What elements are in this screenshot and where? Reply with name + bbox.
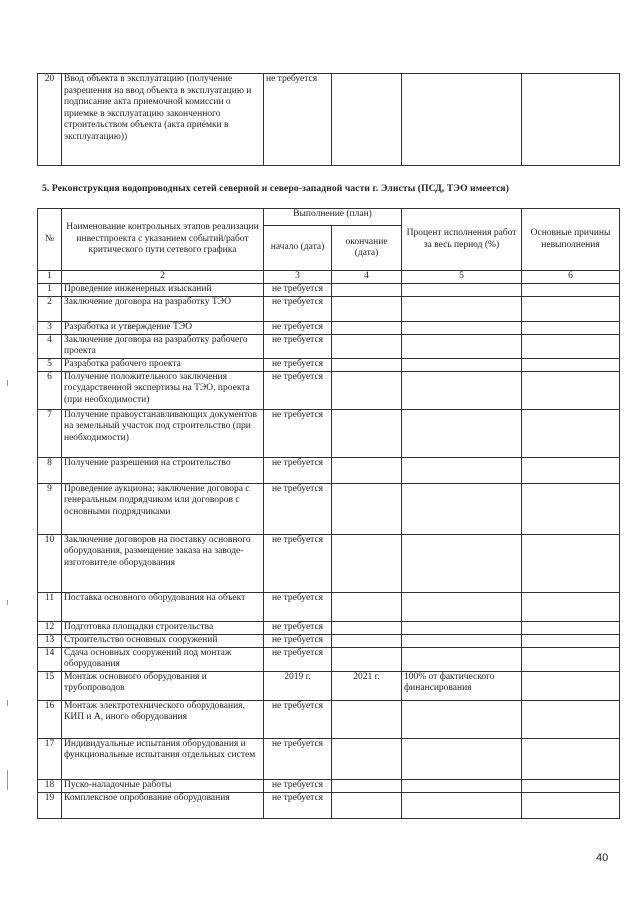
start-date: 2019 г. bbox=[264, 671, 332, 700]
end-date bbox=[332, 321, 402, 334]
margin-mark bbox=[7, 700, 8, 706]
stage-name: Получение правоустанавливающих документов на земельный участок под строительство (при необходимости) bbox=[62, 409, 264, 457]
header-percent: Процент исполнения работ за весь период (%) bbox=[402, 209, 522, 271]
reasons bbox=[522, 358, 620, 371]
table-row bbox=[38, 321, 620, 334]
start-date: не требуется bbox=[264, 321, 332, 334]
row-number: 8 bbox=[38, 457, 62, 483]
table-row bbox=[38, 700, 620, 738]
table-row bbox=[38, 483, 620, 534]
row-number: 12 bbox=[38, 621, 62, 634]
end-date bbox=[332, 792, 402, 818]
column-number-row bbox=[38, 271, 620, 284]
start-date: не требуется bbox=[264, 621, 332, 634]
end-date: 2021 г. bbox=[332, 671, 402, 700]
table-row bbox=[38, 634, 620, 647]
end-date bbox=[332, 592, 402, 621]
row-number: 18 bbox=[38, 779, 62, 792]
end-date bbox=[332, 700, 402, 738]
header-start: начало (дата) bbox=[264, 226, 332, 271]
stage-name: Монтаж основного оборудования и трубопроводов bbox=[62, 671, 264, 700]
reasons bbox=[522, 321, 620, 334]
reasons bbox=[522, 483, 620, 534]
percent bbox=[402, 592, 522, 621]
start-date: не требуется bbox=[264, 700, 332, 738]
reasons bbox=[522, 621, 620, 634]
start-date: не требуется bbox=[264, 409, 332, 457]
start-date: не требуется bbox=[264, 738, 332, 779]
end-date bbox=[332, 283, 402, 296]
row-number: 6 bbox=[38, 371, 62, 409]
stage-name: Получение положительного заключения государственной экспертизы на ТЭО, проекта (при необходимости) bbox=[62, 371, 264, 409]
end-date bbox=[332, 358, 402, 371]
percent bbox=[402, 634, 522, 647]
reasons bbox=[522, 534, 620, 592]
row-number: 16 bbox=[38, 700, 62, 738]
start-date: не требуется bbox=[264, 592, 332, 621]
row-number: 19 bbox=[38, 792, 62, 818]
end-date bbox=[332, 296, 402, 321]
percent bbox=[402, 483, 522, 534]
reasons bbox=[522, 592, 620, 621]
row-number: 20 bbox=[38, 74, 62, 166]
reasons bbox=[522, 371, 620, 409]
percent bbox=[402, 779, 522, 792]
reasons bbox=[522, 409, 620, 457]
percent bbox=[402, 700, 522, 738]
col-number: 3 bbox=[264, 271, 332, 284]
row-number: 1 bbox=[38, 283, 62, 296]
stage-name: Сдача основных сооружений под монтаж оборудования bbox=[62, 647, 264, 671]
reasons bbox=[522, 738, 620, 779]
header-execution: Выполнение (план) bbox=[264, 209, 402, 226]
end-date bbox=[332, 738, 402, 779]
row-number: 5 bbox=[38, 358, 62, 371]
stage-name: Строительство основных сооружений bbox=[62, 634, 264, 647]
header-end: окончание (дата) bbox=[332, 226, 402, 271]
start-date: не требуется bbox=[264, 792, 332, 818]
reasons bbox=[522, 634, 620, 647]
row-number: 9 bbox=[38, 483, 62, 534]
margin-mark bbox=[7, 600, 8, 605]
table-row bbox=[38, 779, 620, 792]
start-date: не требуется bbox=[264, 334, 332, 358]
end-date bbox=[332, 779, 402, 792]
table-row bbox=[38, 358, 620, 371]
reasons bbox=[522, 700, 620, 738]
row-number: 2 bbox=[38, 296, 62, 321]
row-number: 14 bbox=[38, 647, 62, 671]
end-date bbox=[332, 334, 402, 358]
control-stages-table bbox=[37, 208, 620, 819]
reasons bbox=[522, 779, 620, 792]
stage-name: Получение разрешения на строительство bbox=[62, 457, 264, 483]
row-number: 3 bbox=[38, 321, 62, 334]
header-row bbox=[38, 209, 620, 226]
reasons bbox=[522, 283, 620, 296]
percent bbox=[402, 334, 522, 358]
col-number: 2 bbox=[62, 271, 264, 284]
stage-name: Заключение договоров на поставку основного оборудования, размещение заказа на заводе-изготовителе оборудования bbox=[62, 534, 264, 592]
row-number: 7 bbox=[38, 409, 62, 457]
stage-name: Индивидуальные испытания оборудования и функциональные испытания отдельных систем bbox=[62, 738, 264, 779]
stage-name: Заключение договора на разработку ТЭО bbox=[62, 296, 264, 321]
stage-name: Монтаж электротехнического оборудования, КИП и А, иного оборудования bbox=[62, 700, 264, 738]
end-date bbox=[332, 534, 402, 592]
start-date: не требуется bbox=[264, 283, 332, 296]
table-row bbox=[38, 296, 620, 321]
row-number: 11 bbox=[38, 592, 62, 621]
page-number: 40 bbox=[596, 852, 609, 864]
percent: 100% от фактического финансирования bbox=[402, 671, 522, 700]
header-name: Наименование контрольных этапов реализации инвестпроекта с указанием событий/работ критического пути сетевого графика bbox=[62, 209, 264, 271]
stage-name: Подготовка площадки строительства bbox=[62, 621, 264, 634]
table-row bbox=[38, 671, 620, 700]
table-row bbox=[38, 74, 620, 166]
stage-name: Комплексное опробование оборудования bbox=[62, 792, 264, 818]
margin-mark bbox=[7, 380, 8, 386]
col-number: 4 bbox=[332, 271, 402, 284]
table-row bbox=[38, 283, 620, 296]
section-title: 5. Реконструкция водопроводных сетей северной и северо-западной части г. Элисты (ПСД, ТЭО имеется) bbox=[42, 183, 510, 194]
table-row bbox=[38, 621, 620, 634]
end-date bbox=[332, 409, 402, 457]
table-row bbox=[38, 647, 620, 671]
row-number: 17 bbox=[38, 738, 62, 779]
row-number: 15 bbox=[38, 671, 62, 700]
end-date bbox=[332, 634, 402, 647]
reasons bbox=[522, 296, 620, 321]
col-number: 1 bbox=[38, 271, 62, 284]
reasons bbox=[522, 457, 620, 483]
table-row bbox=[38, 792, 620, 818]
reasons bbox=[522, 334, 620, 358]
reasons bbox=[522, 647, 620, 671]
reasons bbox=[522, 74, 620, 166]
reasons bbox=[522, 671, 620, 700]
margin-mark bbox=[7, 770, 8, 790]
percent bbox=[402, 74, 522, 166]
end-date bbox=[332, 371, 402, 409]
col-number: 6 bbox=[522, 271, 620, 284]
continuation-table bbox=[37, 73, 620, 166]
end-date bbox=[332, 483, 402, 534]
stage-name: Заключение договора на разработку рабочего проекта bbox=[62, 334, 264, 358]
reasons bbox=[522, 792, 620, 818]
start-date: не требуется bbox=[264, 483, 332, 534]
start-date: не требуется bbox=[264, 634, 332, 647]
percent bbox=[402, 371, 522, 409]
percent bbox=[402, 647, 522, 671]
stage-name: Разработка рабочего проекта bbox=[62, 358, 264, 371]
percent bbox=[402, 321, 522, 334]
stage-name: Проведение аукциона; заключение договора с генеральным подрядчиком или договоров с основными подрядчиками bbox=[62, 483, 264, 534]
end-date bbox=[332, 621, 402, 634]
percent bbox=[402, 534, 522, 592]
table-row bbox=[38, 334, 620, 358]
start-date: не требуется bbox=[264, 371, 332, 409]
percent bbox=[402, 738, 522, 779]
end-date bbox=[332, 647, 402, 671]
percent bbox=[402, 296, 522, 321]
table-row bbox=[38, 409, 620, 457]
stage-name: Разработка и утверждение ТЭО bbox=[62, 321, 264, 334]
stage-name: Пуско-наладочные работы bbox=[62, 779, 264, 792]
end-date bbox=[332, 74, 402, 166]
percent bbox=[402, 457, 522, 483]
percent bbox=[402, 358, 522, 371]
percent bbox=[402, 409, 522, 457]
stage-name: Поставка основного оборудования на объект bbox=[62, 592, 264, 621]
row-number: 10 bbox=[38, 534, 62, 592]
start-date: не требуется bbox=[264, 534, 332, 592]
table-row bbox=[38, 534, 620, 592]
start-date: не требуется bbox=[264, 358, 332, 371]
percent bbox=[402, 283, 522, 296]
start-date: не требуется bbox=[264, 779, 332, 792]
row-number: 4 bbox=[38, 334, 62, 358]
table-row bbox=[38, 738, 620, 779]
start-date: не требуется bbox=[264, 74, 332, 166]
header-reasons: Основные причины невыполнения bbox=[522, 209, 620, 271]
row-number: 13 bbox=[38, 634, 62, 647]
stage-name: Проведение инженерных изысканий bbox=[62, 283, 264, 296]
end-date bbox=[332, 457, 402, 483]
start-date: не требуется bbox=[264, 647, 332, 671]
table-row bbox=[38, 457, 620, 483]
header-num: № bbox=[38, 209, 62, 271]
col-number: 5 bbox=[402, 271, 522, 284]
table-body bbox=[38, 283, 620, 818]
stage-name: Ввод объекта в эксплуатацию (получение разрешения на ввод объекта в эксплуатацию и подписание акта приемочной комиссии о приемке в эксплуатацию законченного строительством объекта (акта приёмки в эксплуатацию)) bbox=[62, 74, 264, 166]
percent bbox=[402, 792, 522, 818]
start-date: не требуется bbox=[264, 296, 332, 321]
table-row bbox=[38, 371, 620, 409]
start-date: не требуется bbox=[264, 457, 332, 483]
percent bbox=[402, 621, 522, 634]
table-row bbox=[38, 592, 620, 621]
